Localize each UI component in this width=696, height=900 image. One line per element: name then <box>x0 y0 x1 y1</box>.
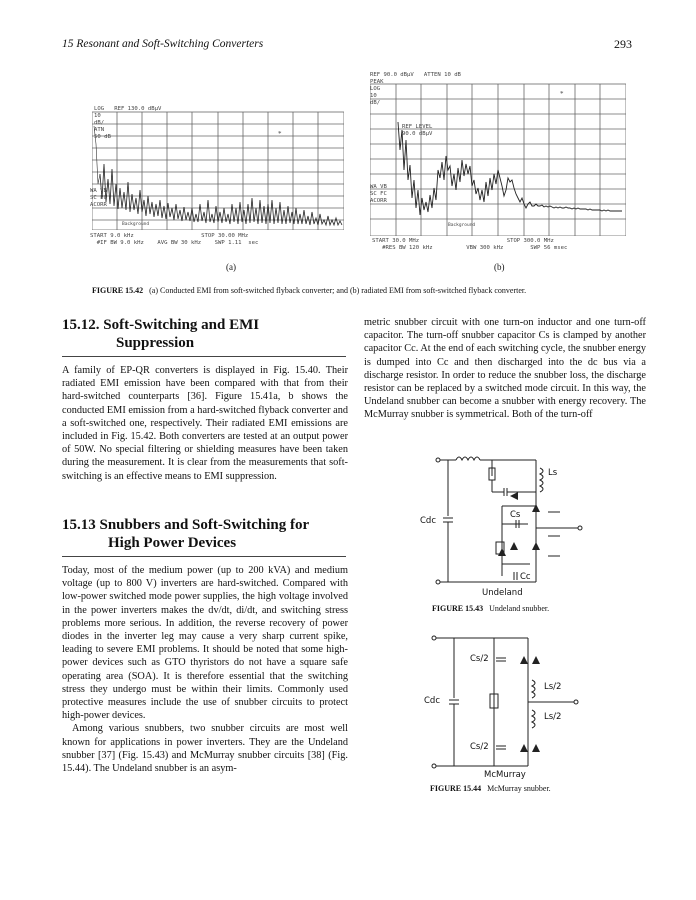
section-15-12-heading-line1: 15.12. Soft-Switching and EMI <box>62 317 260 333</box>
spectrum-a-trace <box>100 164 342 225</box>
spectrum-a-background-label: Background <box>122 222 150 227</box>
mcmurray-title: McMurray <box>484 770 526 780</box>
undeland-cdc-label: Cdc <box>420 516 437 526</box>
figure-15-44-caption-text: McMurray snubber. <box>487 784 551 793</box>
right-column-body <box>364 316 646 422</box>
figure-15-42-caption <box>92 286 632 295</box>
section-15-13-paragraph-2: Among various snubbers, two snubber circuits are most well known for applications in power inverters. They are the Undeland snubber [37] (Fig. 15.43) and McMurray snubber circuits [38] (Fig. 15.44). The Undeland snubber is an asym- <box>62 723 348 775</box>
spectrum-b-marker: * <box>560 90 564 98</box>
section-15-13-body <box>62 564 348 775</box>
figure-15-44-circuit <box>424 630 584 780</box>
figure-15-43-caption-label: FIGURE 15.43 <box>432 604 484 613</box>
spectrum-a-marker: * <box>278 130 282 138</box>
section-15-12-body <box>62 364 348 483</box>
section-15-13-paragraph-1: Today, most of the medium power (up to 200 kVA) and medium voltage (up to 800 V) inverters are hard-switched. Compared with low-power switched mode power supplies, the high voltage involved in the power inverters makes the dv/dt, di/dt, and switching stress problems more serious. In addition, the reverse recovery of power diodes in the inverter leg may cause a very sharp current spike, leading to severe EMI problems. It should be noted that some high-power devices such as GTO thyristors do not have a square safe operating area (SOA). It is therefore essential that the switching stress they undergo must be within their limits. Commonly used protective measures include the use of snubber circuits to protect high-power devices. <box>62 565 348 722</box>
section-15-12-paragraph: A family of EP-QR converters is displayed in Fig. 15.40. Their radiated EMI emission have been compared with that from their hard-switched counterparts [36]. Figure 15.41a, b shows the conducted EMI emission from a hard-switched flyback converter and a soft-switched one, respectively. Their radiated EMI emissions are included in Fig. 15.42. Both converters are tested at an output power of 50W. No special filtering or shielding measures have been taken during the measurement. It is clear from the measurements that soft-switching is an effective means to EMI suppression. <box>62 365 348 482</box>
figure-15-42b-spectrum <box>370 70 626 236</box>
figure-15-43-caption-text: Undeland snubber. <box>489 604 550 613</box>
figure-15-42-caption-text: (a) Conducted EMI from soft-switched flyback converter; and (b) radiated EMI from soft-switched flyback converter. <box>149 286 527 295</box>
spectrum-b-sweep-text: START 30.0 MHz STOP 300.0 MHz #RES BW 120 kHz VBW 300 kHz SWP 56 msec <box>372 238 568 251</box>
mcmurray-ls-bottom-label: Ls/2 <box>544 712 562 722</box>
figure-15-44-caption-label: FIGURE 15.44 <box>430 784 482 793</box>
section-15-12-heading <box>62 316 346 352</box>
page-number: 293 <box>614 37 632 51</box>
section-15-13-rule <box>62 556 346 557</box>
mcmurray-cs-bottom-label: Cs/2 <box>470 742 489 752</box>
undeland-cs-label: Cs <box>510 510 521 520</box>
spectrum-b-background-label: Background <box>448 223 476 228</box>
undeland-ls-label: Ls <box>548 468 558 478</box>
mcmurray-schematic <box>424 630 584 780</box>
section-15-13-heading-line1: 15.13 Snubbers and Soft-Switching for <box>62 517 310 533</box>
mcmurray-cdc-label: Cdc <box>424 696 441 706</box>
figure-15-42-caption-label: FIGURE 15.42 <box>92 286 144 295</box>
figure-15-42b-label: (b) <box>494 262 505 272</box>
section-15-13-heading-line2: High Power Devices <box>108 535 237 551</box>
mcmurray-cs-top-label: Cs/2 <box>470 654 489 664</box>
section-15-13-heading <box>62 516 346 552</box>
spectrum-a-left-text: WA VB SC FC ACORR <box>90 188 107 208</box>
figure-15-43-circuit <box>418 446 588 600</box>
undeland-schematic <box>418 446 588 600</box>
undeland-title: Undeland <box>482 588 523 598</box>
running-header-chapter: 15 Resonant and Soft-Switching Converters <box>62 38 264 50</box>
figure-15-44-caption <box>430 784 551 793</box>
section-15-12-rule <box>62 356 346 357</box>
figure-15-43-caption <box>432 604 549 613</box>
mcmurray-ls-top-label: Ls/2 <box>544 682 562 692</box>
spectrum-b-left-text: WA VB SC FC ACORR <box>370 184 387 204</box>
figure-15-42a-spectrum <box>92 104 344 230</box>
right-column-paragraph: metric snubber circuit with one turn-on inductor and one turn-off capacitor. The turn-off snubber capacitor Cs is clamped by another capacitor Cc. At the end of each switching cycle, the snubber energy is dumped into Cc and then discharged into the dc bus via a discharge resistor. In order to reduce the snubber loss, the discharge resistor can be replaced by a switched mode circuit. In this way, the Undeland snubber can become a snubber with energy recovery. The McMurray snubber is symmetrical. Both of the turn-off <box>364 317 647 421</box>
figure-15-42a-label: (a) <box>226 262 236 272</box>
spectrum-a-ref-text: LOG REF 130.0 dBµV 10 dB/ ATN 50 dB <box>94 106 162 140</box>
spectrum-b-ref-level-text: REF LEVEL 90.0 dBµV <box>402 124 433 137</box>
undeland-cc-label: Cc <box>520 572 531 582</box>
spectrum-b-ref-text: REF 90.0 dBµV ATTEN 10 dB PEAK LOG 10 dB/ <box>370 72 461 106</box>
spectrum-a-sweep-text: START 9.0 kHz STOP 30.00 MHz #IF BW 9.0 kHz AVG BW 30 kHz SWP 1.11 sec <box>90 233 259 246</box>
section-15-12-heading-line2: Suppression <box>116 335 195 351</box>
